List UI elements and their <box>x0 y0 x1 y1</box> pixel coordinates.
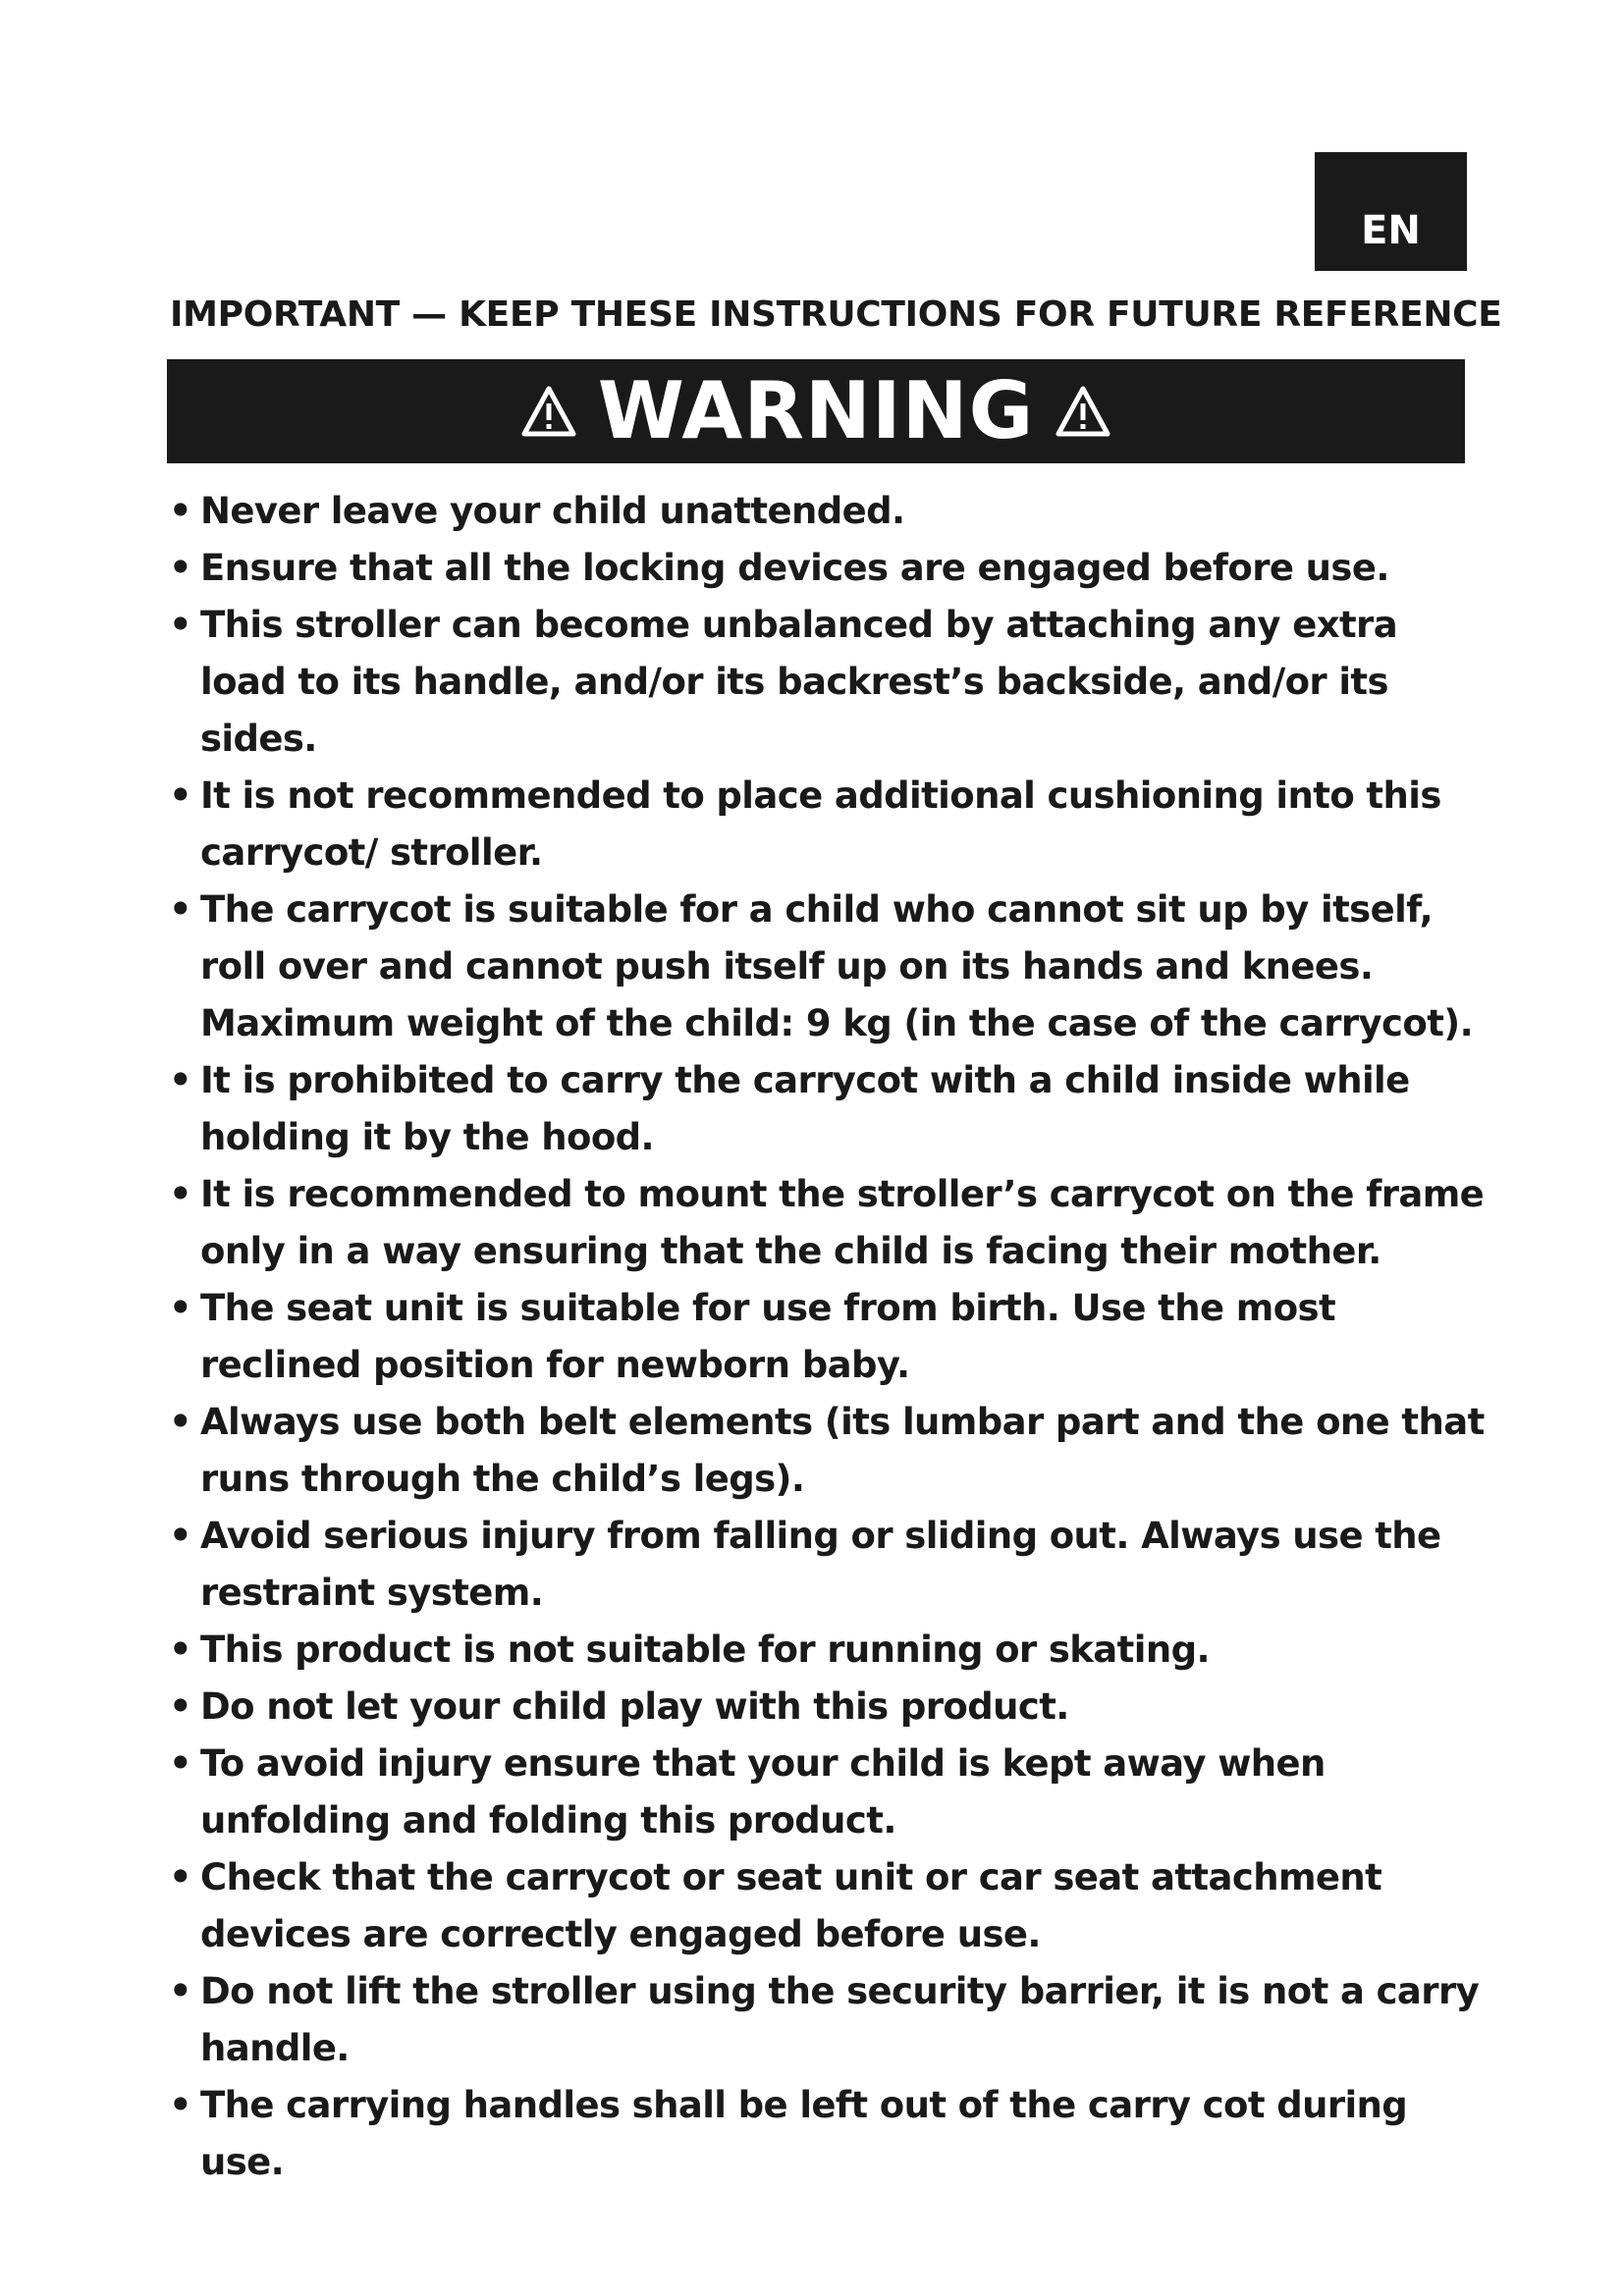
warning-text: This product is not suitable for running or skating. <box>200 1629 1210 1671</box>
warning-triangle-icon <box>521 386 576 437</box>
bullet-icon: • <box>169 1685 192 1728</box>
bullet-icon: • <box>169 888 192 931</box>
warning-text: It is recommended to mount the stroller’s carrycot on the frame only in a way ensuring that the child is facing their mother. <box>200 1173 1485 1272</box>
language-tab: EN <box>1315 152 1467 271</box>
warning-text: Do not lift the stroller using the security barrier, it is not a carry handle. <box>200 1970 1480 2069</box>
warning-item <box>169 483 1485 540</box>
warning-text: The carrying handles shall be left out of the carry cot during use. <box>200 2084 1408 2183</box>
bullet-icon: • <box>169 604 192 646</box>
bullet-icon: • <box>169 1515 192 1557</box>
bullet-icon: • <box>169 1970 192 2012</box>
bullet-icon: • <box>169 1401 192 1443</box>
bullet-icon: • <box>169 490 192 532</box>
bullet-icon: • <box>169 1742 192 1785</box>
warning-item <box>169 540 1485 597</box>
important-heading: IMPORTANT — KEEP THESE INSTRUCTIONS FOR FUTURE REFERENCE <box>170 294 1502 335</box>
warning-item <box>169 1280 1485 1394</box>
warning-text: The carrycot is suitable for a child who cannot sit up by itself, roll over and cannot push itself up on its hands and knees. Maximum weight of the child: 9 kg (in the case of the carrycot). <box>200 888 1474 1044</box>
warning-item <box>169 1679 1485 1735</box>
warning-text: To avoid injury ensure that your child is kept away when unfolding and folding this product. <box>200 1742 1326 1842</box>
bullet-icon: • <box>169 2084 192 2126</box>
warning-text: Ensure that all the locking devices are engaged before use. <box>200 547 1389 589</box>
warning-item <box>169 1052 1485 1166</box>
warning-text: Do not let your child play with this product. <box>200 1685 1069 1728</box>
warning-text: It is not recommended to place additional cushioning into this carrycot/ stroller. <box>200 774 1441 874</box>
bullet-icon: • <box>169 1629 192 1671</box>
bullet-icon: • <box>169 1059 192 1101</box>
warning-item <box>169 2077 1485 2191</box>
bullet-icon: • <box>169 1856 192 1898</box>
warning-item <box>169 1849 1485 1963</box>
warning-text: The seat unit is suitable for use from birth. Use the most reclined position for newborn baby. <box>200 1287 1336 1386</box>
bullet-icon: • <box>169 547 192 589</box>
warning-item <box>169 1622 1485 1679</box>
warning-item <box>169 1508 1485 1622</box>
warning-text: Check that the carrycot or seat unit or car seat attachment devices are correctly engaged before use. <box>200 1856 1382 1955</box>
warning-text: Avoid serious injury from falling or sliding out. Always use the restraint system. <box>200 1515 1441 1614</box>
warning-item <box>169 1735 1485 1849</box>
bullet-icon: • <box>169 1287 192 1329</box>
warning-text: It is prohibited to carry the carrycot with a child inside while holding it by the hood. <box>200 1059 1410 1158</box>
warning-text: Never leave your child unattended. <box>200 490 905 532</box>
warning-triangle-icon <box>1056 386 1110 437</box>
warning-list <box>169 483 1485 2191</box>
warning-text: Always use both belt elements (its lumbar part and the one that runs through the child’s legs). <box>200 1401 1485 1500</box>
warning-item <box>169 1166 1485 1280</box>
warning-item <box>169 597 1485 768</box>
bullet-icon: • <box>169 774 192 817</box>
warning-item <box>169 768 1485 881</box>
warning-text: This stroller can become unbalanced by attaching any extra load to its handle, and/or its backrest’s backside, and/or its sides. <box>200 604 1398 760</box>
warning-banner <box>167 359 1465 463</box>
bullet-icon: • <box>169 1173 192 1215</box>
warning-item <box>169 1394 1485 1508</box>
warning-item <box>169 1963 1485 2077</box>
warning-title: WARNING <box>597 365 1035 456</box>
warning-item <box>169 881 1485 1052</box>
